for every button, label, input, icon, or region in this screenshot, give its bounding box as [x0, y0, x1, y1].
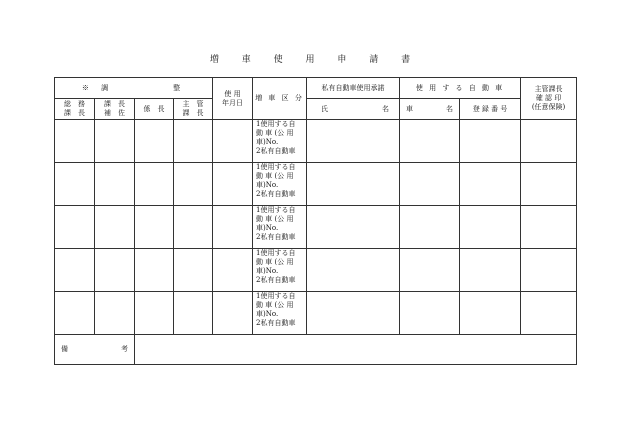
- shimei-cell[interactable]: [307, 206, 400, 249]
- application-form-table: [54, 77, 577, 365]
- shukan-cell[interactable]: [174, 206, 213, 249]
- shukan-cell[interactable]: [174, 163, 213, 206]
- shimei-cell[interactable]: [307, 163, 400, 206]
- table-row: [55, 249, 577, 292]
- shamei-cell[interactable]: [400, 292, 460, 335]
- kakaricho-header: 係 長: [135, 99, 174, 120]
- shimei-cell[interactable]: [307, 120, 400, 163]
- toroku-cell[interactable]: [460, 249, 521, 292]
- use-vehicle-header: 使 用 す る 自 動 車: [400, 78, 521, 99]
- table-row: [55, 163, 577, 206]
- shimei-cell[interactable]: [307, 249, 400, 292]
- hosa-cell[interactable]: [95, 249, 135, 292]
- zousha-kubun-header: 増 車 区 分: [253, 78, 307, 120]
- somu-cell[interactable]: [55, 249, 95, 292]
- shukan-cell[interactable]: [174, 292, 213, 335]
- somu-kacho-header: 総 務 課 長: [55, 99, 95, 120]
- kakaricho-cell[interactable]: [135, 206, 174, 249]
- shukan-kacho-header: 主 管 課 長: [174, 99, 213, 120]
- shukan-cell[interactable]: [174, 249, 213, 292]
- shamei-cell[interactable]: [400, 249, 460, 292]
- somu-cell[interactable]: [55, 163, 95, 206]
- hosa-cell[interactable]: [95, 206, 135, 249]
- use-date-cell[interactable]: [213, 163, 253, 206]
- kakaricho-cell[interactable]: [135, 120, 174, 163]
- hosa-cell[interactable]: [95, 163, 135, 206]
- shamei-cell[interactable]: [400, 206, 460, 249]
- hosa-cell[interactable]: [95, 292, 135, 335]
- kacho-hosa-header: 課 長 補 佐: [95, 99, 135, 120]
- kubun-cell: 1使用する自 動 車 (公 用 車)No. 2私有自動車: [253, 163, 307, 206]
- manager-confirm-header: 主管課長 確 認 印 (任意保険): [521, 78, 577, 120]
- private-approval-header: 私有自動車使用承諾: [307, 78, 400, 99]
- table-row: [55, 206, 577, 249]
- biko-field[interactable]: [135, 335, 577, 365]
- use-date-cell[interactable]: [213, 206, 253, 249]
- table-row: [55, 120, 577, 163]
- manager-confirm-cell[interactable]: [521, 292, 577, 335]
- kubun-cell: 1使用する自 動 車 (公 用 車)No. 2私有自動車: [253, 206, 307, 249]
- kubun-cell: 1使用する自 動 車 (公 用 車)No. 2私有自動車: [253, 292, 307, 335]
- kakaricho-cell[interactable]: [135, 249, 174, 292]
- page-title: 増 車 使 用 申 請 書: [209, 55, 421, 65]
- somu-cell[interactable]: [55, 120, 95, 163]
- toroku-header: 登 録 番 号: [460, 99, 521, 120]
- shamei-cell[interactable]: [400, 120, 460, 163]
- manager-confirm-cell[interactable]: [521, 163, 577, 206]
- toroku-cell[interactable]: [460, 120, 521, 163]
- manager-confirm-cell[interactable]: [521, 206, 577, 249]
- shimei-cell[interactable]: [307, 292, 400, 335]
- manager-confirm-cell[interactable]: [521, 249, 577, 292]
- use-date-cell[interactable]: [213, 249, 253, 292]
- shamei-cell[interactable]: [400, 163, 460, 206]
- use-date-cell[interactable]: [213, 292, 253, 335]
- toroku-cell[interactable]: [460, 206, 521, 249]
- somu-cell[interactable]: [55, 206, 95, 249]
- adjust-header: ※ 調 整: [55, 78, 213, 99]
- toroku-cell[interactable]: [460, 292, 521, 335]
- shimei-header: 氏 名: [307, 99, 400, 120]
- toroku-cell[interactable]: [460, 163, 521, 206]
- biko-label: 備 考: [55, 335, 135, 365]
- somu-cell[interactable]: [55, 292, 95, 335]
- table-row: [55, 292, 577, 335]
- shukan-cell[interactable]: [174, 120, 213, 163]
- kubun-cell: 1使用する自 動 車 (公 用 車)No. 2私有自動車: [253, 249, 307, 292]
- kakaricho-cell[interactable]: [135, 163, 174, 206]
- use-date-cell[interactable]: [213, 120, 253, 163]
- kakaricho-cell[interactable]: [135, 292, 174, 335]
- use-date-header: 使 用 年月日: [213, 78, 253, 120]
- hosa-cell[interactable]: [95, 120, 135, 163]
- shamei-header: 車 名: [400, 99, 460, 120]
- manager-confirm-cell[interactable]: [521, 120, 577, 163]
- kubun-cell: 1使用する自 動 車 (公 用 車)No. 2私有自動車: [253, 120, 307, 163]
